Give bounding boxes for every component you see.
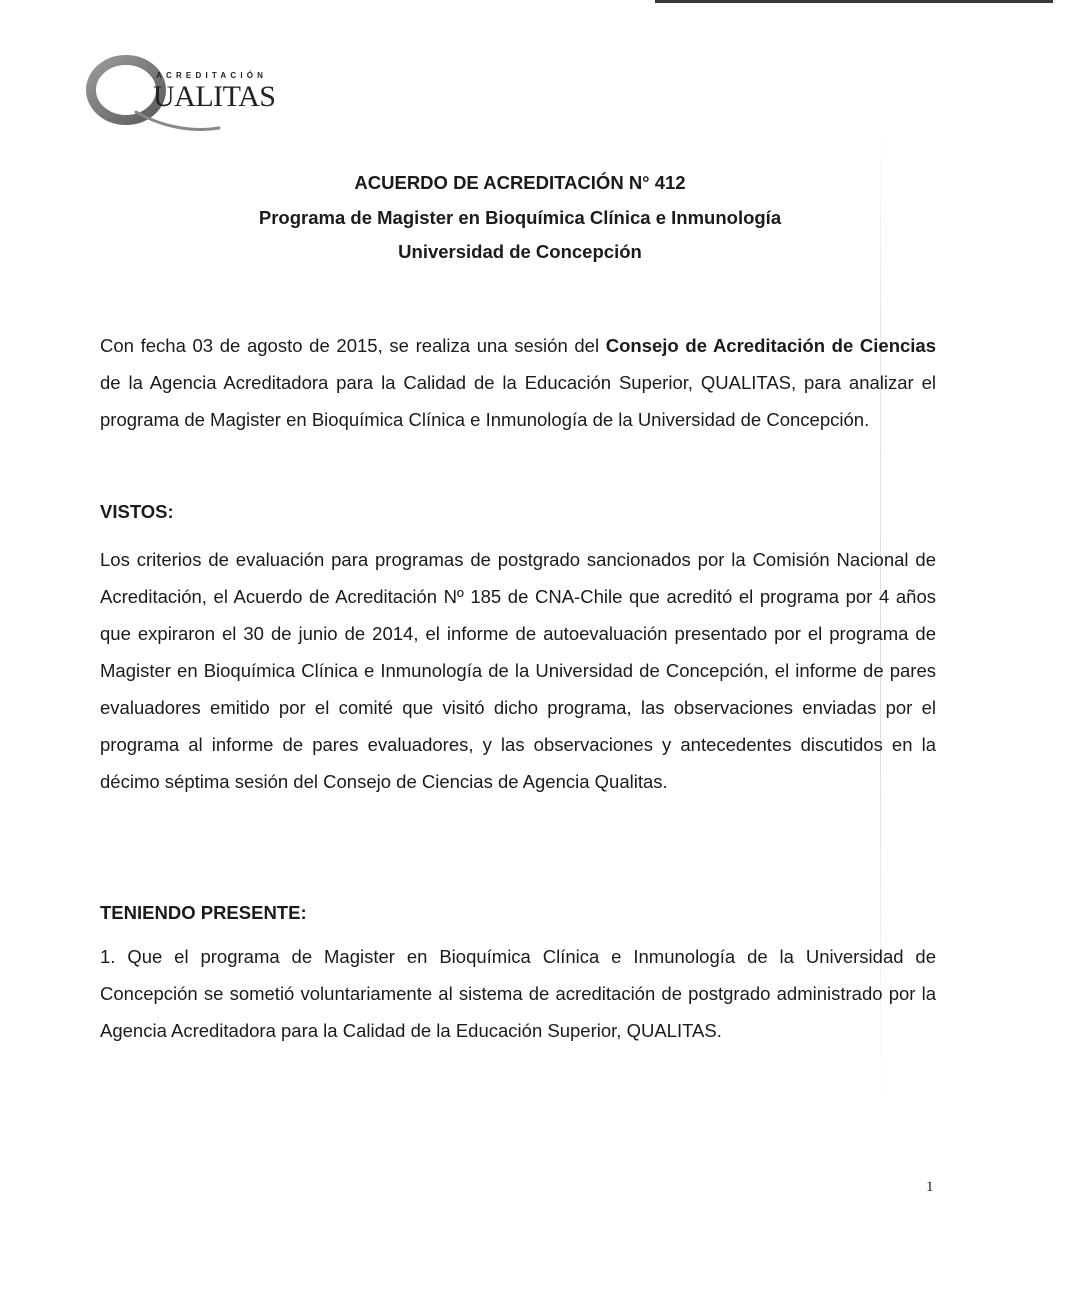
intro-text-end: de la Agencia Acreditadora para la Calidad de la Educación Superior, QUALITAS, para analizar el programa de Magister en Bioquímica Clínica e Inmunología de la Universidad de Concepción. xyxy=(100,372,936,430)
logo-wordmark: UALITAS xyxy=(153,80,276,113)
document-title: ACUERDO DE ACREDITACIÓN N° 412 xyxy=(354,172,686,193)
intro-paragraph xyxy=(100,327,936,438)
intro-text-start: Con fecha 03 de agosto de 2015, se realiza una sesión del xyxy=(100,335,606,356)
program-name: Programa de Magister en Bioquímica Clínica e Inmunología xyxy=(258,207,782,228)
page-number: 1 xyxy=(926,1179,934,1195)
vistos-paragraph: Los criterios de evaluación para programas de postgrado sancionados por la Comisión Nacional de Acreditación, el Acuerdo de Acreditación Nº 185 de CNA-Chile que acreditó el programa por 4 años que expiraron el 30 de junio de 2014, el informe de autoevaluación presentado por el programa de Magister en Bioquímica Clínica e Inmunología de la Universidad de Concepción, el informe de pares evaluadores emitido por el comité que visitó dicho programa, las observaciones enviadas por el programa al informe de pares evaluadores, y las observaciones y antecedentes discutidos en la décimo séptima sesión del Consejo de Ciencias de Agencia Qualitas. xyxy=(100,549,936,792)
qualitas-logo xyxy=(84,50,284,140)
scan-edge-line xyxy=(655,0,1053,3)
teniendo-presente-heading: TENIENDO PRESENTE: xyxy=(100,902,307,923)
teniendo-item-1: 1. Que el programa de Magister en Bioquímica Clínica e Inmunología de la Universidad de Concepción se sometió voluntariamente al sistema de acreditación de postgrado administrado por la Agencia Acreditadora para la Calidad de la Educación Superior, QUALITAS. xyxy=(100,946,936,1041)
council-name: Consejo de Acreditación de Ciencias xyxy=(605,335,937,356)
university-name: Universidad de Concepción xyxy=(398,241,642,262)
logo-tagline: ACREDITACIÓN xyxy=(156,71,268,80)
vistos-heading: VISTOS: xyxy=(100,501,174,522)
